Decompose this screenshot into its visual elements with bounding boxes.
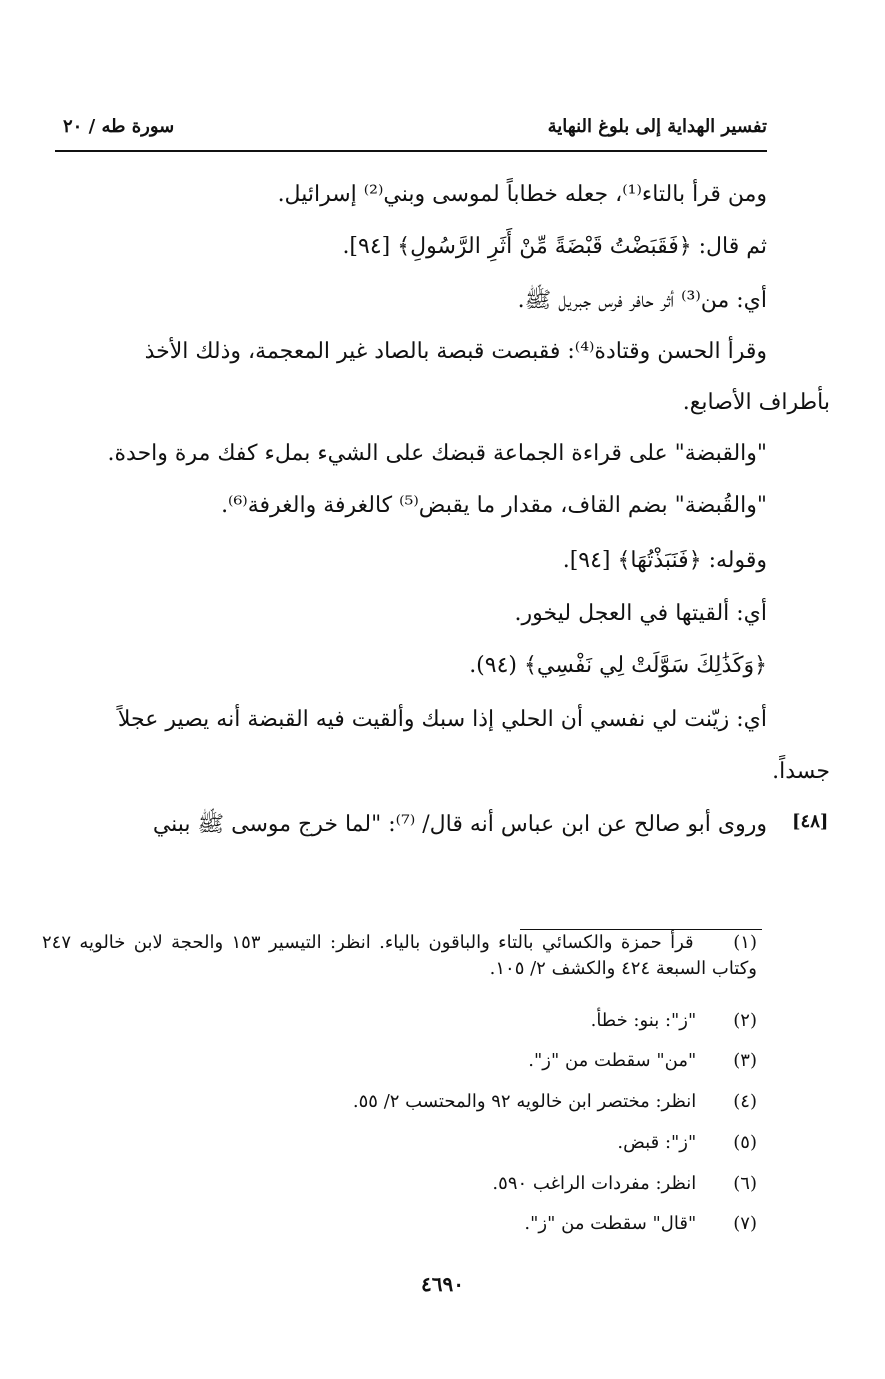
footnote-7 bbox=[97, 1211, 757, 1237]
footnote-3 bbox=[97, 1048, 757, 1074]
footnote-1 bbox=[42, 930, 757, 982]
body-line-6: "والقبضة" على قراءة الجماعة قبضك على الشيء بملء كفك مرة واحدة. bbox=[107, 441, 767, 466]
margin-folio-note: [٤٨] bbox=[792, 811, 829, 832]
footnote-5 bbox=[97, 1130, 757, 1156]
footnote-number: (٣) bbox=[733, 1050, 757, 1071]
body-line-1: ومن قرأ بالتاء⁽¹⁾، جعله خطاباً لموسى وبني⁽²⁾ إسرائيل. bbox=[277, 182, 767, 207]
footnote-text: "قال" سقطت من "ز". bbox=[524, 1213, 697, 1234]
footnote-number: (٤) bbox=[733, 1091, 757, 1112]
body-line-11: أي: زيّنت لي نفسي أن الحلي إذا سبك وألقيت فيه القبضة أنه يصير عجلاً bbox=[117, 707, 767, 732]
footnote-6 bbox=[97, 1171, 757, 1197]
footnote-text: "ز": بنو: خطأ. bbox=[590, 1010, 697, 1031]
surah-label: سورة طه / ٢٠ bbox=[63, 116, 175, 137]
footnote-2 bbox=[97, 1008, 757, 1034]
body-line-12: جسداً. bbox=[772, 759, 830, 784]
footnote-text: "ز": قبض. bbox=[617, 1132, 697, 1153]
footnote-number: (٧) bbox=[733, 1213, 757, 1234]
footnote-number: (١) bbox=[733, 932, 757, 953]
header-rule bbox=[55, 150, 767, 152]
footnote-number: (٦) bbox=[733, 1173, 757, 1194]
footnote-4 bbox=[97, 1089, 757, 1115]
body-line-8: وقوله: ﴿فَنَبَذْتُهَا﴾ [٩٤]. bbox=[562, 548, 767, 573]
body-line-2: ثم قال: ﴿فَقَبَضْتُ قَبْضَةً مِّنْ أَثَرِ الرَّسُولِ﴾ [٩٤]. bbox=[342, 234, 767, 259]
page-number: ٤٦٩٠ bbox=[421, 1272, 464, 1296]
footnote-text: انظر: مفردات الراغب ٥٩٠. bbox=[492, 1173, 697, 1194]
body-line-4: وقرأ الحسن وقتادة⁽⁴⁾: فقبصت قبصة بالصاد غير المعجمة، وذلك الأخذ bbox=[144, 339, 767, 364]
footnote-number: (٢) bbox=[733, 1010, 757, 1031]
body-line-3: أي: من⁽³⁾ أثر حافر فرس جبريل ﷺ. bbox=[517, 288, 767, 313]
footnote-number: (٥) bbox=[733, 1132, 757, 1153]
body-line-13: وروى أبو صالح عن ابن عباس أنه قال/ ⁽⁷⁾: "لما خرج موسى ﷺ ببني bbox=[152, 812, 767, 837]
footnote-text: انظر: مختصر ابن خالويه ٩٢ والمحتسب ٢/ ٥٥. bbox=[352, 1091, 697, 1112]
body-line-7: "والقُبضة" بضم القاف، مقدار ما يقبض⁽⁵⁾ كالغرفة والغرفة⁽⁶⁾. bbox=[221, 493, 767, 518]
running-header bbox=[55, 112, 767, 146]
footnote-text: "من" سقطت من "ز". bbox=[528, 1050, 697, 1071]
body-line-5: بأطراف الأصابع. bbox=[682, 390, 830, 415]
body-line-10: ﴿وَكَذَٰلِكَ سَوَّلَتْ لِي نَفْسِي﴾ (٩٤). bbox=[469, 653, 767, 678]
body-line-9: أي: ألقيتها في العجل ليخور. bbox=[514, 601, 767, 626]
footnote-text: قرأ حمزة والكسائي بالتاء والباقون بالياء. انظر: التيسير ١٥٣ والحجة لابن خالويه ٢٤٧ وكتاب السبعة ٤٢٤ والكشف ٢/ ١٠٥. bbox=[42, 932, 757, 979]
book-title: تفسير الهداية إلى بلوغ النهاية bbox=[547, 116, 767, 137]
